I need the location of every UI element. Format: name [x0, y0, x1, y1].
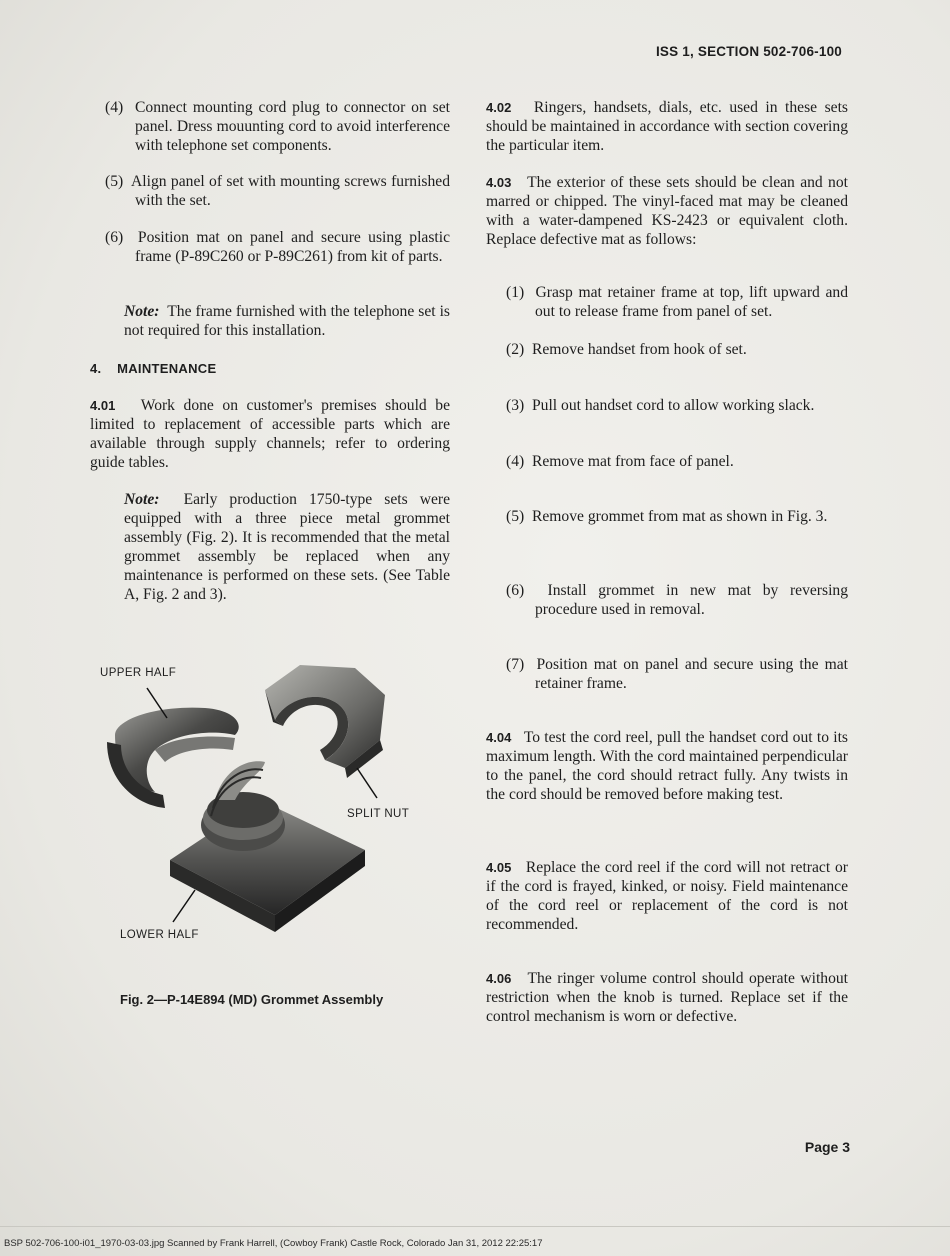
- step-item: [506, 507, 848, 526]
- paragraph-number: 4.03: [486, 175, 512, 190]
- paragraph-4-01: [90, 396, 450, 472]
- step-number: (2): [506, 341, 525, 358]
- paragraph-number: 4.05: [486, 860, 512, 875]
- section-header: ISS 1, SECTION 502-706-100: [655, 44, 842, 59]
- paragraph-number: 4.04: [486, 730, 512, 745]
- section-number: 4.: [90, 361, 102, 376]
- step-number: (5): [105, 173, 124, 190]
- paragraph-text: The ringer volume control should operate without restriction when the knob is turned. Replace set if the control mechanism is worn or defective.: [486, 970, 848, 1025]
- note-text: Early production 1750-type sets were equipped with a three piece metal grommet assembly (Fig. 2). It is recommended that the metal grommet assembly be replaced when any maintenance is performed on these sets. (See Table A, Fig. 2 and 3).: [124, 491, 450, 603]
- callout-lower-half: LOWER HALF: [120, 929, 199, 941]
- step-item: [506, 655, 848, 693]
- note-frame: [124, 302, 450, 340]
- step-number: (5): [506, 508, 525, 525]
- step-text: Remove mat from face of panel.: [531, 453, 734, 470]
- paragraph-4-02: [486, 98, 848, 155]
- note-text: The frame furnished with the telephone set is not required for this installation.: [124, 303, 451, 339]
- section-title: MAINTENANCE: [117, 361, 217, 376]
- paragraph-text: Replace the cord reel if the cord will not retract or if the cord is frayed, kinked, or noisy. Field maintenance of the cord reel or replacement of the cord is not recommended.: [486, 859, 848, 933]
- scan-footer: BSP 502-706-100-i01_1970-03-03.jpg Scanned by Frank Harrell, (Cowboy Frank) Castle Rock, Colorado Jan 31, 2012 22:25:17: [4, 1238, 543, 1249]
- page-number: Page 3: [804, 1139, 850, 1155]
- step-text: Connect mounting cord plug to connector on set panel. Dress mouunting cord to avoid interference with telephone set components.: [135, 99, 450, 154]
- lower-half-leader: [173, 890, 195, 922]
- step-text: Pull out handset cord to allow working slack.: [531, 397, 815, 414]
- step-number: (4): [105, 99, 124, 116]
- step-item: [506, 283, 848, 321]
- step-5: [105, 172, 450, 210]
- step-number: (4): [506, 453, 525, 470]
- step-item: [506, 396, 848, 415]
- callout-upper-half: UPPER HALF: [100, 667, 177, 679]
- paragraph-text: Ringers, handsets, dials, etc. used in these sets should be maintained in accordance with section covering the particular item.: [486, 99, 848, 154]
- step-text: Position mat on panel and secure using the mat retainer frame.: [535, 656, 849, 692]
- split-nut-leader: [357, 768, 377, 798]
- step-text: Grasp mat retainer frame at top, lift upward and out to release frame from panel of set.: [535, 284, 848, 320]
- paragraph-4-05: [486, 858, 848, 934]
- step-text: Remove handset from hook of set.: [531, 341, 747, 358]
- paragraph-number: 4.01: [90, 398, 116, 413]
- paragraph-4-06: [486, 969, 848, 1026]
- note-label: Note:: [124, 491, 160, 508]
- note-label: Note:: [124, 303, 160, 320]
- step-number: (6): [105, 229, 124, 246]
- step-number: (6): [506, 582, 525, 599]
- step-number: (1): [506, 284, 525, 301]
- step-text: Remove grommet from mat as shown in Fig. 3.: [531, 508, 828, 525]
- step-number: (7): [506, 656, 525, 673]
- paragraph-text: To test the cord reel, pull the handset cord out to its maximum length. With the cord maintained perpendicular to the panel, the cord should retract fully. Any twists in the cord should be removed before making test.: [486, 729, 848, 803]
- step-4: [105, 98, 450, 155]
- step-text: Install grommet in new mat by reversing procedure used in removal.: [535, 582, 848, 618]
- paragraph-number: 4.02: [486, 100, 512, 115]
- step-6: [105, 228, 450, 266]
- step-item: [506, 452, 848, 471]
- step-number: (3): [506, 397, 525, 414]
- step-text: Position mat on panel and secure using plastic frame (P-89C260 or P-89C261) from kit of parts.: [135, 229, 451, 265]
- split-nut-part: [265, 665, 385, 778]
- paragraph-number: 4.06: [486, 971, 512, 986]
- paragraph-4-04: [486, 728, 848, 804]
- section-heading-maintenance: [90, 359, 216, 378]
- step-text: Align panel of set with mounting screws furnished with the set.: [131, 173, 450, 209]
- note-grommet: [124, 490, 450, 604]
- callout-split-nut: SPLIT NUT: [347, 808, 410, 820]
- paragraph-text: The exterior of these sets should be clean and not marred or chipped. The vinyl-faced mat may be cleaned with a water-dampened KS-2423 or equivalent cloth. Replace defective mat as follows:: [486, 174, 848, 248]
- step-item: [506, 340, 848, 359]
- paragraph-4-03: [486, 173, 848, 249]
- figure-caption: Fig. 2—P-14E894 (MD) Grommet Assembly: [120, 992, 384, 1007]
- lower-half-part: [170, 761, 365, 932]
- paragraph-text: Work done on customer's premises should be limited to replacement of accessible parts which are available through supply channels; refer to ordering guide tables.: [90, 397, 451, 471]
- step-item: [506, 581, 848, 619]
- footer-divider: [0, 1226, 950, 1227]
